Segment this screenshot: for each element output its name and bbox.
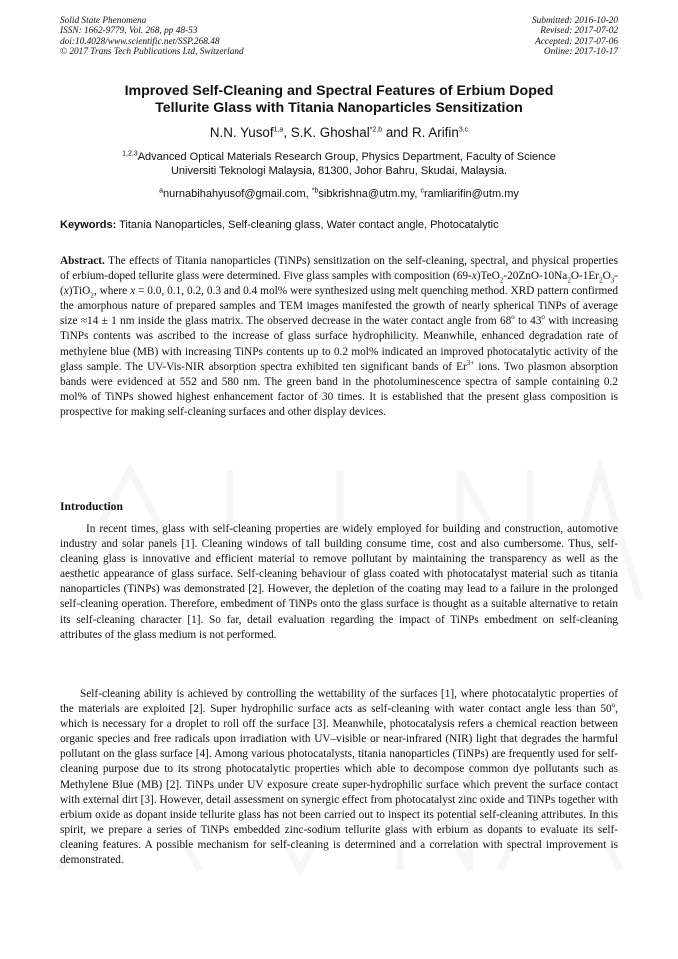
- author-separator: and: [382, 125, 412, 140]
- affiliation-line-2: Universiti Teknologi Malaysia, 81300, Johor Bahru, Skudai, Malaysia.: [170, 165, 508, 177]
- paragraph-text: Self-cleaning ability is achieved by controlling the wettability of the surfaces [1], where photocatalytic properties of the materials are exploited [2]. Super hydrophilic surface acts as self-cleaning with water contact angle less than 50: [60, 688, 618, 716]
- email-a[interactable]: nurnabihahyusof@gmail.com: [163, 188, 306, 200]
- title-line-2: Tellurite Glass with Titania Nanoparticles Sensitization: [155, 100, 523, 116]
- abstract-text: , where: [93, 285, 131, 298]
- affiliation-sup: 1,2,3: [122, 150, 138, 158]
- ion-charge-sup: 3+: [466, 358, 475, 367]
- paper-title: [60, 83, 618, 117]
- author-1: N.N. Yusof: [209, 125, 274, 140]
- abstract-text: to 43: [514, 315, 542, 328]
- email-separator: ,: [414, 188, 421, 200]
- submitted-date: Submitted: 2016-10-20: [532, 16, 618, 26]
- abstract-text: O: [602, 270, 611, 283]
- email-b-sup: *b: [311, 187, 319, 195]
- author-3-affil: 3,c: [458, 126, 469, 134]
- abstract-text: with increasing TiNPs contents was ascribed to the increase of glass surface hydrophilicity. Meanwhile, enhanced degradation rate of methylene blue (MB) with increasing TiNPs contents up to 0.2 mol% indicated an improved photocatalytic activity of the glass sample. The UV-Vis-NIR absorption spectra exhibited ten significant bands of Er: [60, 315, 619, 373]
- author-1-affil: 1,a: [273, 126, 284, 134]
- subscript: 2: [499, 276, 504, 285]
- abstract-text: ions. Two plasmon absorption bands were evidenced at 552 and 580 nm. The green band in the photoluminescence spectra of sample containing 0.2 mol% of TiNPs showed highest enhancement factor of 30 times. It is established that the present glass composition is prospective for making self-cleaning surfaces and other display devices.: [60, 360, 618, 418]
- subscript: 2: [90, 291, 94, 300]
- email-c[interactable]: ramliarifin@utm.my: [423, 188, 519, 200]
- keywords-label: Keywords:: [60, 219, 117, 231]
- math-var: x: [63, 285, 69, 298]
- degree-sup: o: [611, 701, 616, 710]
- abstract-text: -20ZnO-10Na: [503, 270, 568, 283]
- keywords-text: Titania Nanoparticles, Self-cleaning glass, Water contact angle, Photocatalytic: [116, 219, 499, 231]
- subscript: 3: [610, 276, 615, 285]
- author-2-affil: *2,b: [369, 126, 383, 134]
- author-3: R. Arifin: [411, 125, 459, 140]
- copyright: © 2017 Trans Tech Publications Ltd, Switzerland: [60, 46, 244, 57]
- degree-sup: o: [541, 313, 545, 322]
- affiliation: [60, 150, 618, 178]
- subscript: 2: [599, 276, 603, 285]
- paragraph-text: , which is necessary for a droplet to roll off the surface [3]. Meanwhile, photocatalysis refers a chemical reaction between organic species and free radicals upon irradiation with UV–visible or near-infrared (NIR) light that degrades the harmful pollutant on the glass surface [4]. Among various photocatalysts, titania nanoparticles (TiNPs) are frequently used for self-cleaning purpose due to its strong photocatalytic properties which able to decompose common dye pollutants such as Methylene Blue (MB) [2]. TiNPs under UV exposure create super-hydrophilic surface which prevent the surface contact with external dirt [3]. However, detail assessment on synergic effect from photocatalyst zinc oxide and TiNPs together with erbium oxide as dopant inside tellurite glass has not been carried out to inspect its potential self-cleaning attributes. In this spirit, we prepare a series of TiNPs embedded zinc-sodium tellurite glass with erbium as dopants to evaluate its self-cleaning features. A possible mechanism for self-cleaning is determined and a correlation with spectral improvement is demonstrated.: [60, 703, 618, 867]
- keywords: [60, 218, 618, 232]
- degree-sup: o: [511, 313, 515, 322]
- abstract-label: Abstract.: [60, 255, 105, 267]
- author-2: S.K. Ghoshal: [290, 125, 370, 140]
- issn: ISSN: 1662-9779, Vol. 268, pp 48-53: [60, 26, 198, 37]
- title-line-1: Improved Self-Cleaning and Spectral Features of Erbium Doped: [124, 83, 554, 99]
- email-separator: ,: [305, 188, 312, 200]
- email-b[interactable]: sibkrishna@utm.my: [318, 188, 415, 200]
- abstract-text: )TeO: [476, 270, 500, 283]
- journal-info: [60, 16, 244, 57]
- abstract-text: -(: [60, 270, 618, 298]
- accepted-date: Accepted: 2017-07-06: [535, 36, 618, 47]
- abstract-text: O-1Er: [570, 270, 600, 283]
- intro-paragraph-1: In recent times, glass with self-cleaning properties are widely employed for building and construction, automotive industry and solar panels [1]. Cleaning windows of tall building consume time, cost and also cumbersome. Thus, self-cleaning glass is innovative and efficient material to remove pollutant by maintaining the transparency as well as the aesthetic appearance of glass surface. Self-cleaning behaviour of glass coated with photocatalyst material such as titania nanoparticles (TiNPs) was demonstrated [2]. However, the depletion of the coating may lead to a failure in the prolonged self-cleaning operation. Therefore, embedment of TiNPs onto the glass surface is thought as a suitable alternative to retain its self-cleaning character [1]. So far, detail evaluation regarding the impact of TiNPs embedment on self-cleaning attributes of the glass medium is not performed.: [60, 523, 618, 641]
- online-date: Online: 2017-10-17: [543, 46, 618, 57]
- math-var: x: [130, 285, 136, 298]
- journal-name: Solid State Phenomena: [60, 16, 147, 26]
- author-separator: ,: [283, 125, 291, 140]
- email-a-sup: a: [159, 187, 164, 195]
- affiliation-line-1: Advanced Optical Materials Research Group, Physics Department, Faculty of Science: [137, 151, 556, 163]
- revised-date: Revised: 2017-07-02: [540, 26, 618, 37]
- introduction-heading: Introduction: [60, 500, 123, 513]
- intro-paragraph-2: [60, 687, 618, 868]
- math-var: x: [471, 270, 477, 283]
- abstract-text: The effects of Titania nanoparticles (TiNPs) sensitization on the self-cleaning, spectral, and physical properties of erbium-doped tellurite glass were determined. Five glass samples with composition (69-: [60, 255, 618, 283]
- email-c-sup: c: [420, 187, 424, 195]
- abstract-text: )TiO: [68, 285, 91, 298]
- abstract: [60, 254, 618, 420]
- subscript: 2: [567, 276, 571, 285]
- publication-dates: [532, 16, 618, 57]
- author-list: [60, 125, 618, 141]
- doi: doi:10.4028/www.scientific.net/SSP.268.48: [60, 36, 220, 47]
- email-list: [60, 187, 618, 201]
- abstract-text: = 0.0, 0.1, 0.2, 0.3 and 0.4 mol% were synthesized using melt quenching method. XRD pattern confirmed the amorphous nature of prepared samples and TEM images manifested the growth of nearly spherical TiNPs of average size ≈14 ± 1 nm inside the glass matrix. The observed decrease in the water contact angle from 68: [60, 285, 618, 328]
